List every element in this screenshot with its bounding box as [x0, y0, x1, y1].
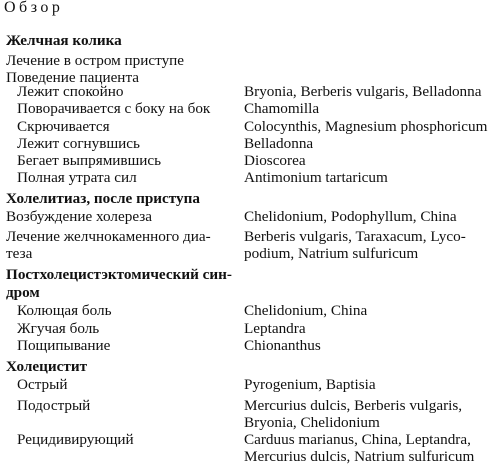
section-heading: Желчная колика	[6, 32, 122, 49]
row-label: Подострый	[17, 397, 91, 414]
row-label: Бегает выпрямившись	[17, 152, 162, 169]
page-header: Обзор	[4, 0, 64, 16]
remedy-list: Bryonia, Chelidonium	[244, 414, 380, 431]
row-label: Поворачивается с боку на бок	[17, 100, 211, 117]
remedy-list: Pyrogenium, Baptisia	[244, 376, 376, 393]
remedy-list: Antimonium tartaricum	[244, 169, 388, 186]
section-heading: Холецистит	[6, 358, 88, 375]
row-label: Лежит спокойно	[17, 83, 124, 100]
remedy-list: Chamomilla	[244, 100, 320, 117]
remedy-list: Berberis vulgaris, Taraxacum, Lyco-	[244, 228, 466, 245]
row-label: Рецидивирующий	[17, 431, 134, 448]
row-label: Лежит согнувшись	[17, 135, 140, 152]
remedy-list: Chionanthus	[244, 337, 321, 354]
section-heading: дром	[6, 284, 40, 301]
row-label: Поведение пациента	[6, 69, 140, 86]
remedy-list: Belladonna	[244, 135, 314, 152]
row-label: Возбуждение холереза	[6, 208, 153, 225]
remedy-list: Dioscorea	[244, 152, 306, 169]
remedy-list: Mercurius dulcis, Natrium sulfuricum	[244, 448, 475, 465]
row-label: Пощипывание	[17, 337, 111, 354]
section-heading: Холелитиаз, после приступа	[6, 190, 200, 207]
remedy-list: Chelidonium, Podophyllum, China	[244, 208, 457, 225]
row-label: Лечение желчнокаменного диа-	[6, 228, 211, 245]
row-label: Колющая боль	[17, 302, 112, 319]
row-label: теза	[6, 245, 33, 262]
row-label: Скрючивается	[17, 118, 110, 135]
row-label: Полная утрата сил	[17, 169, 137, 186]
remedy-list: Chelidonium, China	[244, 302, 368, 319]
remedy-list: Colocynthis, Magnesium phosphoricum	[244, 118, 488, 135]
section-heading: Постхолецистэктомический син-	[6, 266, 232, 283]
remedy-list: Bryonia, Berberis vulgaris, Belladonna	[244, 83, 482, 100]
row-label: Жгучая боль	[17, 320, 100, 337]
row-label: Лечение в остром приступе	[6, 52, 185, 69]
remedy-list: podium, Natrium sulfuricum	[244, 245, 419, 262]
row-label: Острый	[17, 376, 68, 393]
remedy-list: Carduus marianus, China, Leptandra,	[244, 431, 471, 448]
remedy-list: Mercurius dulcis, Berberis vulgaris,	[244, 397, 463, 414]
remedy-list: Leptandra	[244, 320, 306, 337]
